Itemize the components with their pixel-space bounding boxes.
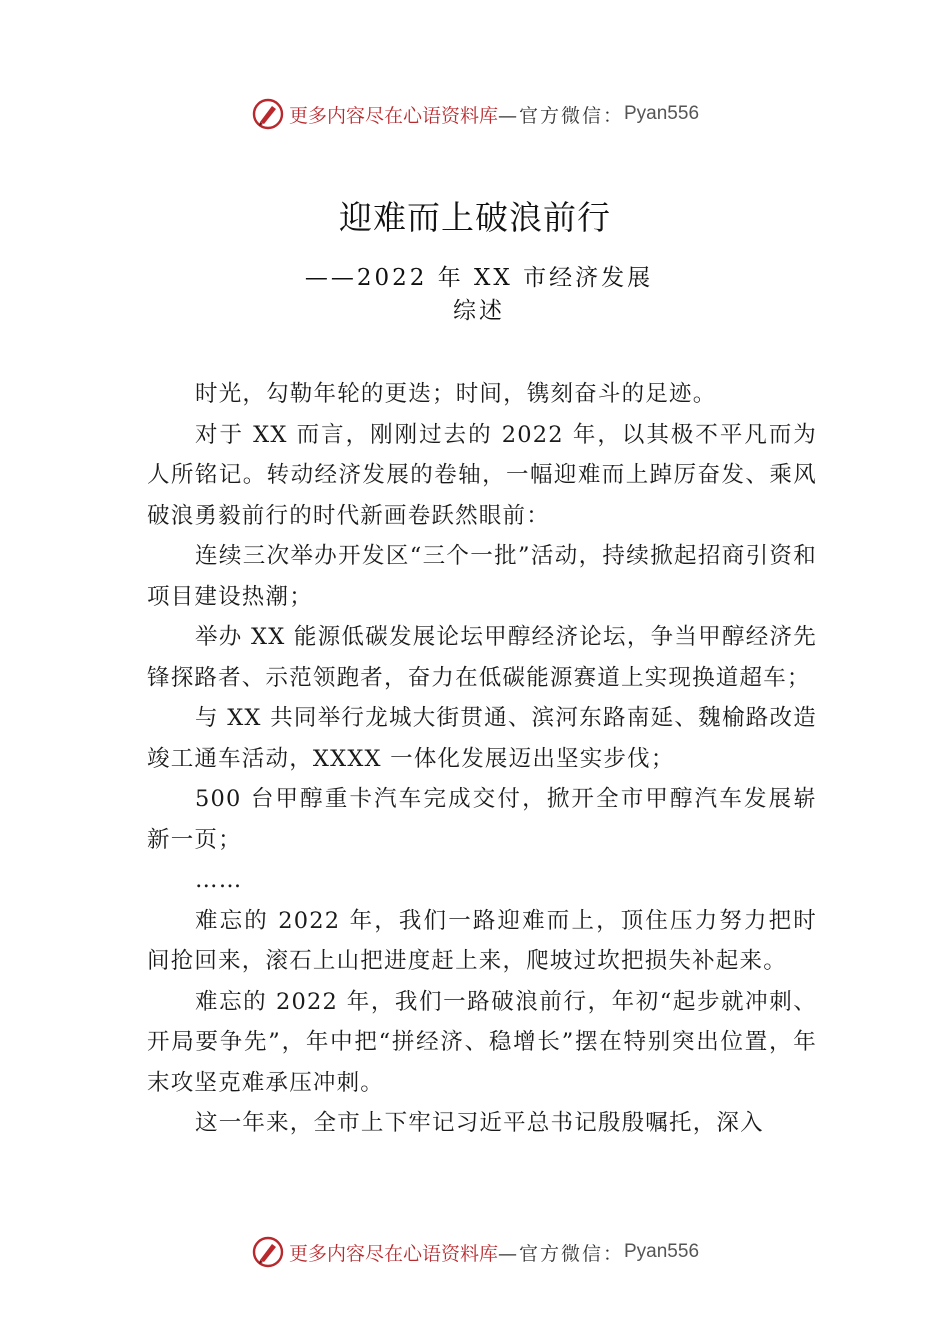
paragraph: 时光，勾勒年轮的更迭；时间，镌刻奋斗的足迹。	[195, 381, 717, 407]
document-subtitle: ——2022 年 XX 市经济发展综述	[304, 265, 654, 324]
banner-wechat-label: —官方微信：	[497, 1242, 624, 1265]
banner-wechat-id: Pyan556	[624, 103, 700, 124]
banner-wechat-label: —官方微信：	[497, 104, 624, 127]
footer-banner	[0, 1232, 950, 1272]
header-banner	[0, 94, 950, 134]
paragraph-ellipsis: ……	[195, 867, 243, 893]
document-title: 迎难而上破浪前行	[339, 198, 611, 237]
paragraph: 连续三次举办开发区“三个一批”活动，持续掀起招商引资和项目建设热潮；	[147, 543, 817, 610]
banner-wechat-id: Pyan556	[624, 1241, 700, 1262]
document-body	[147, 374, 817, 1144]
paragraph: 难忘的 2022 年，我们一路破浪前行，年初“起步就冲刺、开局要争先”，年中把“拼经济、稳增长”摆在特别突出位置，年末攻坚克难承压冲刺。	[147, 988, 817, 1096]
pen-logo-icon	[251, 97, 285, 131]
paragraph: 难忘的 2022 年，我们一路迎难而上，顶住压力努力把时间抢回来，滚石上山把进度赶上来，爬坡过坎把损失补起来。	[147, 907, 817, 974]
paragraph: 举办 XX 能源低碳发展论坛甲醇经济论坛，争当甲醇经济先锋探路者、示范领跑者，奋力在低碳能源赛道上实现换道超车；	[147, 624, 817, 691]
banner-library-text: 更多内容尽在心语资料库	[288, 104, 498, 127]
paragraph: 500 台甲醇重卡汽车完成交付，掀开全市甲醇汽车发展崭新一页；	[147, 786, 817, 853]
paragraph: 这一年来，全市上下牢记习近平总书记殷殷嘱托，深入	[195, 1110, 764, 1136]
paragraph: 对于 XX 而言，刚刚过去的 2022 年，以其极不平凡而为人所铭记。转动经济发展的卷轴，一幅迎难而上踔厉奋发、乘风破浪勇毅前行的时代新画卷跃然眼前：	[147, 421, 817, 529]
banner-library-text: 更多内容尽在心语资料库	[288, 1242, 498, 1265]
paragraph: 与 XX 共同举行龙城大街贯通、滨河东路南延、魏榆路改造竣工通车活动，XXXX 一体化发展迈出坚实步伐；	[147, 705, 817, 772]
pen-logo-icon	[251, 1235, 285, 1269]
